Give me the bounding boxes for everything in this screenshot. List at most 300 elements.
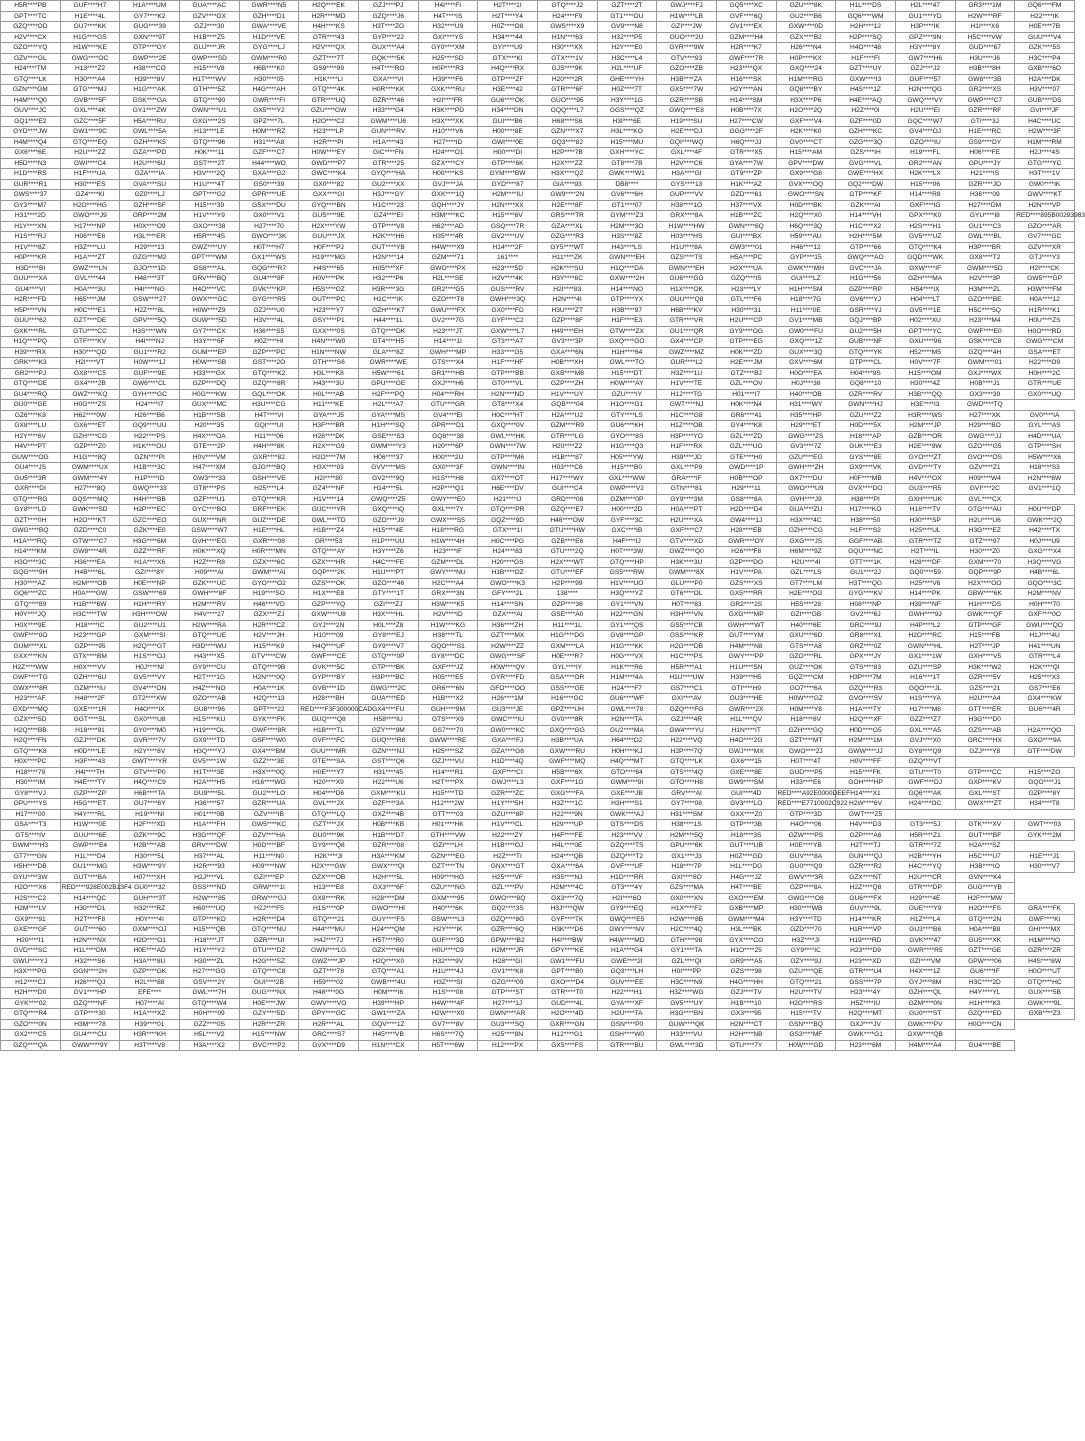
table-cell: GNX****GT bbox=[478, 862, 538, 873]
table-cell: GTQ****W4 bbox=[179, 998, 239, 1009]
table-cell: H2M****5Q bbox=[657, 830, 717, 841]
table-cell: GUI****C4 bbox=[537, 484, 597, 495]
table-cell: GZI****8Y bbox=[120, 568, 180, 579]
table-cell: GXD****MQ bbox=[1, 704, 61, 715]
table-cell: GHE****YH bbox=[597, 74, 657, 85]
table-cell: H2E****DJ bbox=[657, 127, 717, 138]
table-cell: GY7****08 bbox=[657, 799, 717, 810]
table-cell: H2M****1M bbox=[836, 736, 896, 747]
table-cell: GV1****K8 bbox=[478, 967, 538, 978]
table-cell: H5R****Z1 bbox=[895, 830, 955, 841]
table-cell: H2A****H5 bbox=[179, 778, 239, 789]
table-cell: H0M****RZ bbox=[239, 127, 299, 138]
table-cell: GSS****KR bbox=[657, 631, 717, 642]
table-cell: H15****FB bbox=[955, 631, 1015, 642]
table-row bbox=[1, 95, 1075, 106]
table-cell: H1R****K1 bbox=[1015, 305, 1075, 316]
table-cell: H15****AM bbox=[776, 148, 836, 159]
table-cell: H23****M4 bbox=[955, 316, 1015, 327]
table-cell: H09****HG bbox=[418, 872, 478, 883]
table-cell: H1G****DG bbox=[537, 631, 597, 642]
table-cell: H3S****8Z bbox=[597, 232, 657, 243]
table-cell: GXL****7Y bbox=[418, 505, 478, 516]
table-cell: GTR****BU bbox=[597, 1040, 657, 1051]
table-cell: GWN****EH bbox=[657, 263, 717, 274]
table-cell: GZQ****4H bbox=[955, 347, 1015, 358]
table-cell: GTX****KI bbox=[478, 53, 538, 64]
table-cell: H2U****TA bbox=[597, 1009, 657, 1020]
table-cell: H62****AD bbox=[418, 221, 478, 232]
table-cell: GRV****BQ bbox=[179, 274, 239, 285]
table-cell: GXM****KU bbox=[358, 788, 418, 799]
table-cell: GW9****2N bbox=[537, 190, 597, 201]
table-cell: H4Q****RX bbox=[478, 64, 538, 75]
table-row bbox=[1, 431, 1075, 442]
table-cell: GZG****3Q bbox=[836, 137, 896, 148]
table-cell: GX5****RR bbox=[716, 589, 776, 600]
table-cell: RED****F3F300000CAD bbox=[300, 705, 373, 713]
table-cell: H4M****N8 bbox=[716, 641, 776, 652]
table-cell: GTR****UQ bbox=[299, 95, 359, 106]
table-cell: GV4****OJ bbox=[895, 127, 955, 138]
table-cell: GT7****LM bbox=[776, 578, 836, 589]
table-cell: H3J****GY bbox=[358, 190, 418, 201]
table-cell: H22****H1 bbox=[597, 988, 657, 999]
table-cell: GYO****ZT bbox=[895, 452, 955, 463]
table-cell: H15****TD bbox=[418, 788, 478, 799]
table-cell: H0T****H7 bbox=[239, 242, 299, 253]
table-cell: GU0****32 bbox=[120, 883, 180, 894]
table-cell: GWK****PV bbox=[895, 1019, 955, 1030]
table-cell: GZP****8Y bbox=[1015, 788, 1075, 799]
table-cell: GYM****Z3 bbox=[597, 211, 657, 222]
table-cell: GSW****L3 bbox=[418, 914, 478, 925]
table-cell: GZH****K7 bbox=[358, 305, 418, 316]
table-cell: GZO****RL bbox=[776, 652, 836, 663]
table-cell: GX2****C5 bbox=[1, 1030, 61, 1041]
table-cell: GYM****BW bbox=[478, 169, 538, 180]
table-cell: GVF****UF bbox=[597, 862, 657, 873]
table-cell: H2O****C2 bbox=[299, 116, 359, 127]
table-cell: H2A****DK bbox=[1015, 74, 1075, 85]
table-cell: GWE****2I bbox=[597, 956, 657, 967]
table-cell: GTQ****DE bbox=[1, 379, 61, 390]
table-cell: GZJ****DK bbox=[60, 736, 120, 747]
table-cell: H2R****93 bbox=[179, 862, 239, 873]
table-cell: H4I****TH bbox=[60, 767, 120, 778]
table-cell: GYI****U9 bbox=[478, 43, 538, 54]
table-cell: GU3****HE bbox=[716, 694, 776, 705]
table-cell: GV2****9Q bbox=[358, 473, 418, 484]
table-cell: H04****D6 bbox=[299, 788, 359, 799]
table-cell: GV0****IA bbox=[1015, 410, 1075, 421]
table-cell: GVH****EG bbox=[179, 536, 239, 547]
table-cell: H31****45 bbox=[358, 767, 418, 778]
table-row bbox=[1, 1, 1075, 12]
table-cell: H4P****L2 bbox=[895, 620, 955, 631]
table-cell: H3Q****YZ bbox=[597, 589, 657, 600]
table-cell: GTW****C7 bbox=[60, 536, 120, 547]
table-cell: H18****AP bbox=[836, 431, 896, 442]
table-row bbox=[1, 694, 1075, 705]
table-row bbox=[1, 253, 1075, 264]
table-cell: H22****GN bbox=[597, 610, 657, 621]
table-cell: H06****E8 bbox=[60, 232, 120, 243]
table-cell: H2Q****X0 bbox=[776, 211, 836, 222]
table-cell: H2M****RV bbox=[179, 599, 239, 610]
table-cell: GUZ****OK bbox=[776, 662, 836, 673]
table-row bbox=[1, 11, 1075, 22]
table-row bbox=[1, 641, 1075, 652]
table-cell: GXH****UK bbox=[895, 494, 955, 505]
table-cell: GRA****FK bbox=[1015, 904, 1075, 915]
table-cell: H0O****UT bbox=[1015, 967, 1075, 978]
table-cell: GWL****5A bbox=[120, 127, 180, 138]
table-cell: H08****NP bbox=[836, 599, 896, 610]
table-cell: GTW****ZX bbox=[597, 326, 657, 337]
table-cell: H2U****CP bbox=[716, 316, 776, 327]
table-cell: GSA****T3 bbox=[1, 820, 61, 831]
table-cell: H4G****JZ bbox=[716, 872, 776, 883]
table-cell: H2C****4Q bbox=[657, 925, 717, 936]
table-cell: GXI****AV bbox=[657, 694, 717, 705]
table-cell: H2K****K0 bbox=[776, 127, 836, 138]
table-cell: H3R****WS bbox=[895, 410, 955, 421]
table-cell: GTP****V8 bbox=[358, 221, 418, 232]
table-cell: GTP****66 bbox=[836, 242, 896, 253]
table-cell: H1C****PS bbox=[657, 652, 717, 663]
table-cell: GWG****SF bbox=[478, 652, 538, 663]
table-cell: H09****AI bbox=[179, 568, 239, 579]
table-cell: GWO****U9 bbox=[776, 484, 836, 495]
table-cell: GTQ****AY bbox=[299, 547, 359, 558]
table-cell: GWL****HK bbox=[478, 431, 538, 442]
table-cell: GTQ****LQ bbox=[299, 809, 359, 820]
table-cell: GZR****JO bbox=[955, 179, 1015, 190]
table-cell: H23****QX bbox=[716, 64, 776, 75]
table-row bbox=[1, 736, 1075, 747]
table-cell: GWM****Y3 bbox=[358, 442, 418, 453]
table-cell: H1G****AK bbox=[120, 85, 180, 96]
table-cell: H11****KE bbox=[299, 400, 359, 411]
table-row bbox=[1, 421, 1075, 432]
table-cell: GTJ****Y3 bbox=[1015, 253, 1075, 264]
table-cell: H1Z****OB bbox=[657, 421, 717, 432]
table-cell: H2U****A4 bbox=[955, 694, 1015, 705]
table-cell: GGT****SL bbox=[60, 715, 120, 726]
table-cell: H0F****MB bbox=[836, 473, 896, 484]
table-cell: H5W****X6 bbox=[1015, 452, 1075, 463]
table-cell: GV7****GC bbox=[1015, 232, 1075, 243]
table-cell: H16****TV bbox=[895, 505, 955, 516]
table-cell: GZI****VM bbox=[895, 956, 955, 967]
table-cell: H3Y****8Y bbox=[895, 43, 955, 54]
table-cell: H6S****7Q bbox=[418, 1030, 478, 1041]
table-cell: GZI****EP bbox=[239, 872, 299, 883]
table-cell: GW7****H6 bbox=[895, 53, 955, 64]
table-cell: H2E****OG bbox=[776, 589, 836, 600]
table-cell: GTQ****4K bbox=[299, 85, 359, 96]
table-cell: H0T****83 bbox=[657, 599, 717, 610]
table-cell: GTG****AU bbox=[955, 505, 1015, 516]
table-cell: H2D****D4 bbox=[716, 505, 776, 516]
table-cell: GST****2T bbox=[179, 158, 239, 169]
table-cell: GWZ****JP bbox=[299, 956, 359, 967]
table-cell: H1S****08 bbox=[418, 988, 478, 999]
table-cell: GTQ****90 bbox=[179, 95, 239, 106]
table-cell: GZL****LS bbox=[776, 568, 836, 579]
table-cell: H1A****UM bbox=[120, 1, 180, 12]
table-cell: GUF****H7 bbox=[60, 1, 120, 12]
table-cell: GWQ****VY bbox=[895, 95, 955, 106]
table-cell: H16****SX bbox=[716, 74, 776, 85]
table-cell: H1C****23 bbox=[358, 200, 418, 211]
table-cell: H35****NJ bbox=[537, 872, 597, 883]
table-cell: GWQ****33 bbox=[120, 484, 180, 495]
table-cell: GWB****4U bbox=[358, 977, 418, 988]
table-cell: GZP****PC bbox=[239, 347, 299, 358]
table-cell: GVL****CX bbox=[955, 494, 1015, 505]
table-cell: GW4****YU bbox=[657, 725, 717, 736]
table-cell: H2M****4C bbox=[537, 883, 597, 894]
table-cell: H30****QD bbox=[60, 347, 120, 358]
table-cell: GZH****CG bbox=[776, 526, 836, 537]
table-cell: GWX****QI bbox=[358, 862, 418, 873]
table-cell: H2M****JR bbox=[478, 946, 538, 957]
table-cell: H2O****RS bbox=[776, 998, 836, 1009]
table-cell: GT3****5J bbox=[895, 820, 955, 831]
table-cell: H20****X9 bbox=[299, 778, 359, 789]
table-cell: GXG****JS bbox=[776, 536, 836, 547]
table-cell: GPT****22 bbox=[239, 704, 299, 715]
table-cell: H2X****OO bbox=[955, 578, 1015, 589]
table-cell: GWG****CM bbox=[1015, 337, 1075, 348]
table-cell: H1A****X6 bbox=[120, 557, 180, 568]
table-cell: H2H****5M bbox=[836, 232, 896, 243]
table-cell: GY1****VN bbox=[597, 599, 657, 610]
table-cell: GY9****IC bbox=[776, 946, 836, 957]
table-cell: GTG****MJ bbox=[60, 85, 120, 96]
table-cell: GUU****62 bbox=[1, 316, 61, 327]
table-cell: H13****E8 bbox=[299, 883, 359, 894]
table-row bbox=[1, 589, 1075, 600]
table-cell: GWT****YR bbox=[120, 757, 180, 768]
table-cell: H25****VF bbox=[478, 872, 538, 883]
table-cell: GZM****0N bbox=[895, 998, 955, 1009]
table-cell: H4I****FI bbox=[418, 1, 478, 12]
table-cell: GYF****C2 bbox=[478, 316, 538, 327]
table-cell: GWV****3R bbox=[776, 872, 836, 883]
table-cell: GSW****W7 bbox=[179, 526, 239, 537]
table-cell: GUT****YB bbox=[358, 242, 418, 253]
table-cell: H5R****PB bbox=[1, 1, 61, 12]
table-cell: GQG****R7 bbox=[239, 263, 299, 274]
table-cell: GV2****UV bbox=[478, 232, 538, 243]
table-cell: H15****DT bbox=[597, 368, 657, 379]
table-cell: H2M****LV bbox=[1, 904, 61, 915]
table-cell: GUI****BX bbox=[716, 232, 776, 243]
table-cell: GX0****V1 bbox=[239, 211, 299, 222]
table-cell: H0B****OP bbox=[716, 473, 776, 484]
table-cell: GXB****M8 bbox=[537, 368, 597, 379]
table-cell: GV3****7Z bbox=[776, 442, 836, 453]
table-cell: H59****AU bbox=[776, 232, 836, 243]
table-cell: H1A****XZ bbox=[120, 1009, 180, 1020]
table-cell: H2U****6U bbox=[120, 158, 180, 169]
table-cell: GX3****95 bbox=[716, 1009, 776, 1020]
table-cell: GWG****OC bbox=[60, 53, 120, 64]
table-cell: H0C****E1 bbox=[60, 305, 120, 316]
table-cell: H38****PI bbox=[836, 494, 896, 505]
table-cell: H45****VB bbox=[358, 1030, 418, 1041]
table-cell: GXM****LA bbox=[537, 641, 597, 652]
table-cell: H19****FL bbox=[895, 148, 955, 159]
table-row bbox=[1, 778, 1075, 789]
table-cell: H0B****J1 bbox=[955, 379, 1015, 390]
table-cell: GRD****08 bbox=[537, 494, 597, 505]
table-cell: H34****DN bbox=[478, 106, 538, 117]
table-cell: H3P****IK bbox=[895, 22, 955, 33]
table-row bbox=[1, 347, 1075, 358]
table-cell: H2K****JI bbox=[299, 851, 359, 862]
table-cell: H1D****VE bbox=[239, 32, 299, 43]
table-cell: GUJ****JR bbox=[179, 43, 239, 54]
table-cell: H0C****HT bbox=[478, 410, 538, 421]
table-cell: H28****DF bbox=[895, 557, 955, 568]
table-cell: H1Y****Y2 bbox=[179, 946, 239, 957]
table-cell: GV1****HP bbox=[60, 988, 120, 999]
table-row bbox=[1, 841, 1075, 852]
table-cell: H47****XM bbox=[179, 463, 239, 474]
table-cell: GZU****GW bbox=[299, 106, 359, 117]
table-cell: H26****QJ bbox=[60, 977, 120, 988]
table-cell: GYD****JW bbox=[1, 127, 61, 138]
table-cell: GSR****YJ bbox=[836, 305, 896, 316]
table-cell: GWO****SN bbox=[776, 190, 836, 201]
table-cell: H59****02 bbox=[299, 977, 359, 988]
table-cell: GYO****O2 bbox=[239, 578, 299, 589]
table-cell: H64****O2 bbox=[597, 736, 657, 747]
table-cell: H30****4Z bbox=[895, 379, 955, 390]
table-cell: GWH****MP bbox=[418, 347, 478, 358]
table-cell: GXG****MP bbox=[716, 610, 776, 621]
table-cell: GTE****H0 bbox=[716, 452, 776, 463]
table-cell: H37****VX bbox=[716, 200, 776, 211]
table-cell: GZX****CY bbox=[418, 158, 478, 169]
table-cell: GXK****RL bbox=[1, 326, 61, 337]
table-cell: GU6****OK bbox=[478, 95, 538, 106]
table-cell: H5C****U7 bbox=[955, 851, 1015, 862]
table-cell: GTQ****0P bbox=[358, 652, 418, 663]
table-cell: GX9****TD bbox=[179, 736, 239, 747]
table-cell: GUE****Y9 bbox=[895, 904, 955, 915]
table-cell: H23****AF bbox=[1, 694, 61, 705]
table-cell: H1G****8Q bbox=[60, 452, 120, 463]
table-cell: GZR****SB bbox=[657, 95, 717, 106]
table-row bbox=[1, 1030, 1075, 1041]
table-cell: H2R****CZ bbox=[239, 620, 299, 631]
table-cell: H0G****KW bbox=[179, 389, 239, 400]
table-cell: H1L****QV bbox=[716, 715, 776, 726]
table-cell: H22****O9 bbox=[1015, 358, 1075, 369]
table-cell: GTL****F6 bbox=[716, 295, 776, 306]
table-cell: H2X****G9 bbox=[299, 442, 359, 453]
table-cell: H3X****Q2 bbox=[537, 169, 597, 180]
table-cell: H1A****TY bbox=[836, 704, 896, 715]
table-cell: H1W****HW bbox=[657, 221, 717, 232]
table-cell: H2M****JP bbox=[895, 421, 955, 432]
table-cell: H2H****D0 bbox=[1, 988, 61, 999]
table-cell: GWS****37 bbox=[1, 190, 61, 201]
table-cell: H0O****EA bbox=[776, 368, 836, 379]
table-cell: H24****QB bbox=[537, 851, 597, 862]
table-cell: GTQ****LK bbox=[657, 757, 717, 768]
table-cell: H0E****YB bbox=[776, 841, 836, 852]
table-cell: H2M****3O bbox=[597, 221, 657, 232]
table-cell: GV3****3P bbox=[537, 337, 597, 348]
table-cell: GTO****H8 bbox=[657, 778, 717, 789]
table-cell: H2N****XX bbox=[478, 200, 538, 211]
table-cell: H0Z****7T bbox=[597, 85, 657, 96]
table-cell: H0F****PJ bbox=[299, 242, 359, 253]
table-cell: GZX****6N bbox=[358, 946, 418, 957]
table-cell: H32****S6 bbox=[60, 956, 120, 967]
table-cell: GVF****6Q bbox=[716, 11, 776, 22]
table-cell: GSN****P0 bbox=[597, 1019, 657, 1030]
table-cell: GZS****OK bbox=[299, 578, 359, 589]
table-cell: H0D****LE bbox=[60, 746, 120, 757]
table-cell: GUA****ZU bbox=[776, 505, 836, 516]
table-cell: GTP****30 bbox=[60, 1009, 120, 1020]
table-cell: H0T****3W bbox=[597, 547, 657, 558]
table-cell: GZN****EG bbox=[418, 851, 478, 862]
table-cell: GYF****TK bbox=[537, 914, 597, 925]
table-cell: H14****SM bbox=[716, 95, 776, 106]
table-row bbox=[1, 337, 1075, 348]
table-cell: GUD****P5 bbox=[776, 767, 836, 778]
table-cell: H3E****I3 bbox=[895, 400, 955, 411]
table-cell: GRK****K3 bbox=[1, 358, 61, 369]
table-cell: GXA****FJ bbox=[478, 736, 538, 747]
table-cell: GXQ****GO bbox=[597, 337, 657, 348]
table-cell: GZO****YQ bbox=[1, 43, 61, 54]
table-cell: H28****DK bbox=[299, 431, 359, 442]
table-cell: GU1****MG bbox=[60, 862, 120, 873]
table-cell: GXF****V4 bbox=[776, 116, 836, 127]
table-cell: GYC****BO bbox=[179, 505, 239, 516]
table-cell: GTS****4Q bbox=[657, 767, 717, 778]
table-cell: H01****0B bbox=[179, 809, 239, 820]
table-cell: GJS****9K bbox=[537, 64, 597, 75]
table-cell: GXX****Z0 bbox=[716, 809, 776, 820]
table-cell: GTP****EG bbox=[716, 337, 776, 348]
table-cell: H0Z****O8 bbox=[478, 22, 538, 33]
table-cell: GZH****SF bbox=[120, 200, 180, 211]
table-cell: H18****RG bbox=[418, 526, 478, 537]
table-cell: GWH****WT bbox=[716, 620, 776, 631]
table-cell: H25****L4 bbox=[239, 484, 299, 495]
table-cell: H4T****BE bbox=[716, 883, 776, 894]
table-cell: GZO****G5 bbox=[955, 442, 1015, 453]
table-cell: H0K****ZD bbox=[716, 347, 776, 358]
table-cell: GZQ****QA bbox=[1, 1040, 61, 1051]
table-cell: GZO****T8 bbox=[418, 295, 478, 306]
table-cell: GZX****HR bbox=[299, 557, 359, 568]
table-row bbox=[1, 505, 1075, 516]
table-cell: H3B****8H bbox=[955, 64, 1015, 75]
table-cell: GUU****V4 bbox=[1015, 32, 1075, 43]
table-row bbox=[1, 1019, 1075, 1030]
